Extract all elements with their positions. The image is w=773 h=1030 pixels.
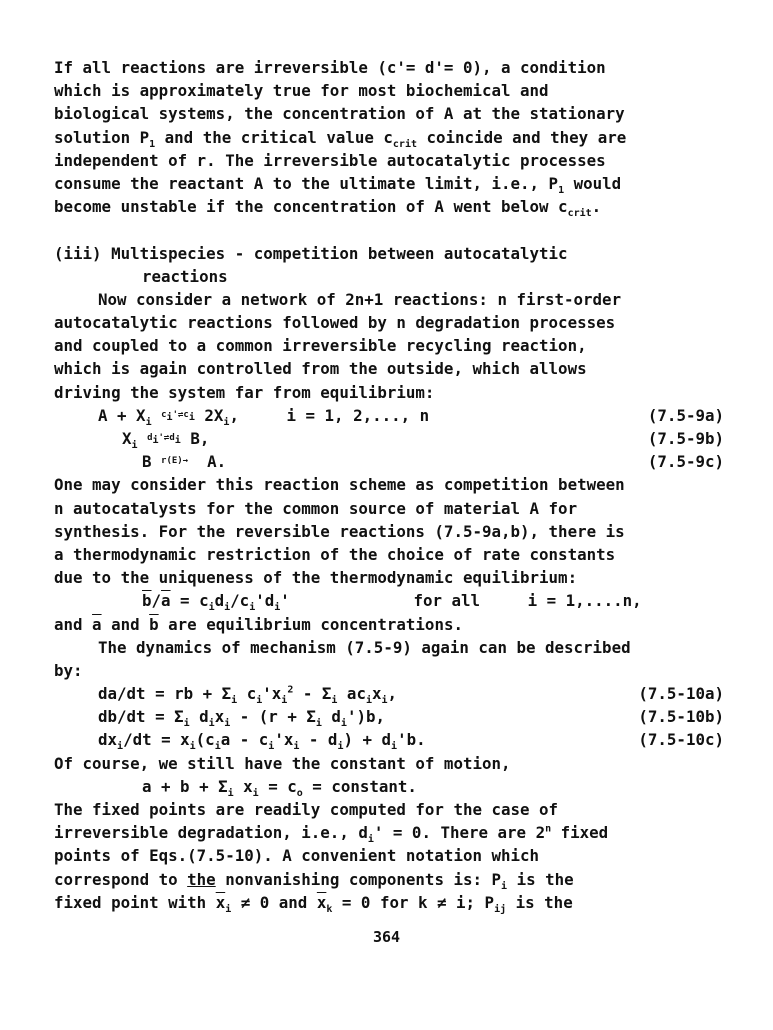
text-line: consume the reactant A to the ultimate limit, i.e., $P_1$ would (54, 173, 622, 197)
text-line: driving the system far from equilibrium: (54, 382, 435, 402)
text-line: a thermodynamic restriction of the choice of rate constants (54, 544, 616, 564)
text-line: and $\overline{a}$ and $\overline{b}$ are equilibrium concentrations. (54, 614, 463, 634)
text-line: If all reactions are irreversible (c'= d'= 0), a condition (54, 58, 606, 77)
equation-7-5-10c: $dx_i/dt = x_i(c_ia - c_i'x_i - d_i) + d_i'b$. (7.5-10c) (98, 730, 724, 753)
equation-7-5-9b: $X_i$ $^{d_i'\rightleftharpoons d_i}$ B, (7.5-9b) (122, 429, 724, 452)
equilibrium-relation: $\overline{b}/\overline{a} = c_id_i/c_i'd_i'$ for all i = 1,....n, (142, 591, 642, 614)
text-line: fixed point with $\overline{x}_i \ne 0$ and $\overline{x}_k = 0$ for k ≠ i; $P_{ij}$ is the (54, 892, 573, 915)
text-line: Now consider a network of 2n+1 reactions: n first-order (98, 289, 622, 309)
text-line: by: (54, 660, 83, 680)
text-line: One may consider this reaction scheme as competition between (54, 475, 625, 495)
constant-of-motion: $a + b + \Sigma_i$ $x_i = c_o$ = constant. (142, 776, 417, 799)
equation-7-5-9a: $A + X_i$ $^{c_i'\rightleftharpoons c_i}$ $2X_i$, i = 1, 2,..., n (7.5-9a) (98, 405, 724, 428)
text-line: due to the uniqueness of the thermodynamic equilibrium: (54, 568, 578, 588)
page-number: 364 (372, 928, 401, 946)
text-line: points of Eqs.(7.5-10). A convenient notation which (54, 846, 540, 866)
text-line: biological systems, the concentration of A at the stationary (54, 104, 625, 124)
text-line: autocatalytic reactions followed by n degradation processes (54, 313, 616, 333)
text-line: correspond to the nonvanishing components is: $P_i$ is the (54, 869, 574, 892)
text-line: independent of r. The irreversible autocatalytic processes (54, 150, 606, 170)
text-line: which is approximately true for most biochemical and (54, 81, 549, 101)
text-line: which is again controlled from the outside, which allows (54, 359, 587, 379)
text-line: The dynamics of mechanism (7.5-9) again can be described (98, 637, 631, 657)
text-line: solution $P_1$ and the critical value $c_{crit}$ coincide and they are (54, 127, 627, 150)
equation-7-5-10b: $db/dt = \Sigma_i$ $d_ix_i - (r + \Sigma_i$ $d_i')b$, (7.5-10b) (98, 707, 724, 730)
text-line: become unstable if the concentration of A went below $c_{crit}$. (54, 197, 602, 220)
text-line: n autocatalysts for the common source of material A for (54, 498, 578, 518)
text-line: The fixed points are readily computed for the case of (54, 800, 559, 819)
text-line: irreversible degradation, i.e., $d_i' = 0$. There are 2$^n$ fixed (54, 823, 609, 846)
text-line: and coupled to a common irreversible recycling reaction, (54, 336, 587, 356)
text-line: synthesis. For the reversible reactions (7.5-9a,b), there is (54, 521, 625, 541)
equation-7-5-10a: da/dt = rb + $\Sigma_i$ $c_i'x_i^2 - \Sigma_i$ $ac_ix_i$, (7.5-10a) (98, 684, 724, 707)
section-heading-cont: reactions (142, 266, 228, 286)
section-heading: (iii) Multispecies - competition between autocatalytic (54, 243, 568, 263)
equation-7-5-9c: B $^{r(E)\to}$ A. (7.5-9c) (142, 452, 724, 472)
text-line: Of course, we still have the constant of motion, (54, 753, 511, 773)
page-text (54, 56, 734, 914)
